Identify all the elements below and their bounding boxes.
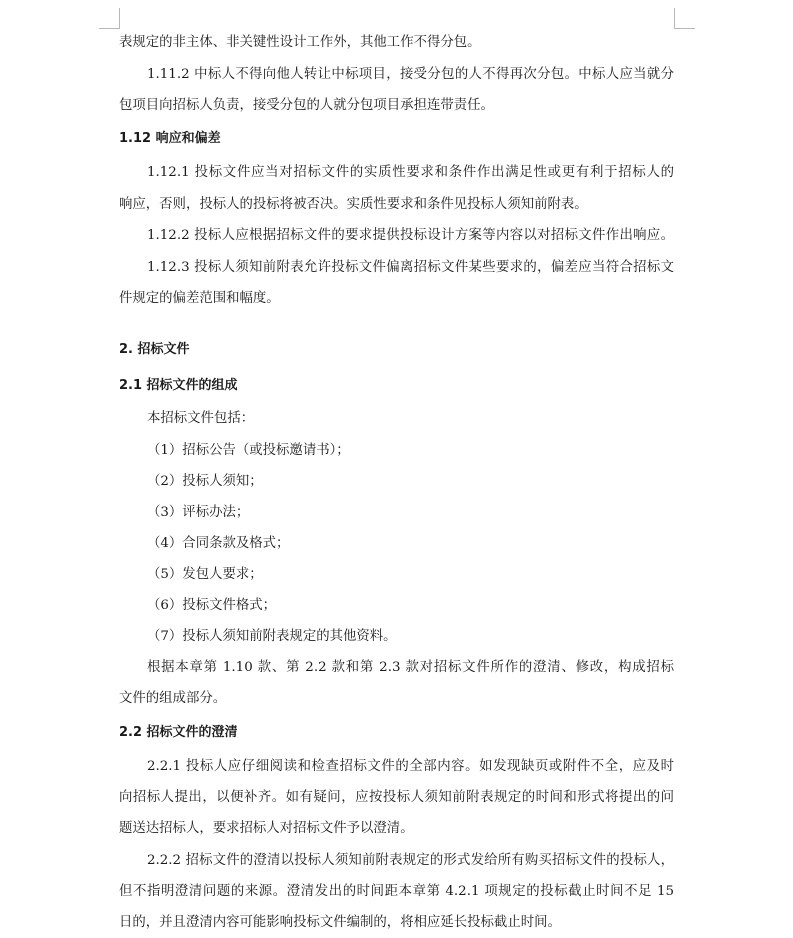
text-line: 2.2.2 招标文件的澄清以投标人须知前附表规定的形式发给所有购买招标文件的投标人， xyxy=(147,853,674,868)
text-line: 题送达招标人，要求招标人对招标文件予以澄清。 xyxy=(119,821,414,836)
text-line: 1.12.3 投标人须知前附表允许投标文件偏离招标文件某些要求的，偏差应当符合招标文 xyxy=(147,260,674,275)
crop-mark-top-right xyxy=(674,8,695,29)
section-heading: 1.12 响应和偏差 xyxy=(119,131,221,146)
text-line: 但不指明澄清问题的来源。澄清发出的时间距本章第 4.2.1 项规定的投标截止时间不足 15 xyxy=(119,884,674,899)
section-heading: 2.2 招标文件的澄清 xyxy=(119,725,238,740)
list-item: （5）发包人要求； xyxy=(147,567,263,582)
text-line: 向招标人提出，以便补齐。如有疑问，应按投标人须知前附表规定的时间和形式将提出的问 xyxy=(119,790,674,805)
text-line: 1.12.1 投标文件应当对招标文件的实质性要求和条件作出满足性或更有利于招标人的 xyxy=(147,165,674,180)
text-line: 响应，否则，投标人的投标将被否决。实质性要求和条件见投标人须知前附表。 xyxy=(119,197,588,212)
text-line: 件规定的偏差范围和幅度。 xyxy=(119,291,280,306)
text-line: 包项目向招标人负责，接受分包的人就分包项目承担连带责任。 xyxy=(119,98,494,113)
list-item: （4）合同条款及格式； xyxy=(147,536,290,551)
text-line: 1.12.2 投标人应根据招标文件的要求提供投标设计方案等内容以对招标文件作出响应。 xyxy=(147,228,674,243)
list-item: （1）招标公告（或投标邀请书）； xyxy=(147,443,350,458)
section-heading: 2.1 招标文件的组成 xyxy=(119,378,238,393)
chapter-heading: 2. 招标文件 xyxy=(119,342,190,357)
text-line: 根据本章第 1.10 款、第 2.2 款和第 2.3 款对招标文件所作的澄清、修改，构成招标 xyxy=(147,660,674,675)
text-line: 本招标文件包括： xyxy=(147,411,255,426)
text-line: 日的，并且澄清内容可能影响投标文件编制的，将相应延长投标截止时间。 xyxy=(119,915,561,930)
text-line: 2.2.1 投标人应仔细阅读和检查招标文件的全部内容。如发现缺页或附件不全，应及时 xyxy=(147,759,674,774)
text-line: 表规定的非主体、非关键性设计工作外，其他工作不得分包。 xyxy=(119,35,481,50)
list-item: （2）投标人须知； xyxy=(147,474,263,489)
crop-mark-top-left xyxy=(99,8,120,29)
text-line: 文件的组成部分。 xyxy=(119,691,227,706)
text-line: 1.11.2 中标人不得向他人转让中标项目，接受分包的人不得再次分包。中标人应当就分 xyxy=(147,67,674,82)
list-item: （6）投标文件格式； xyxy=(147,598,277,613)
list-item: （3）评标办法； xyxy=(147,505,250,520)
list-item: （7）投标人须知前附表规定的其他资料。 xyxy=(147,629,397,644)
